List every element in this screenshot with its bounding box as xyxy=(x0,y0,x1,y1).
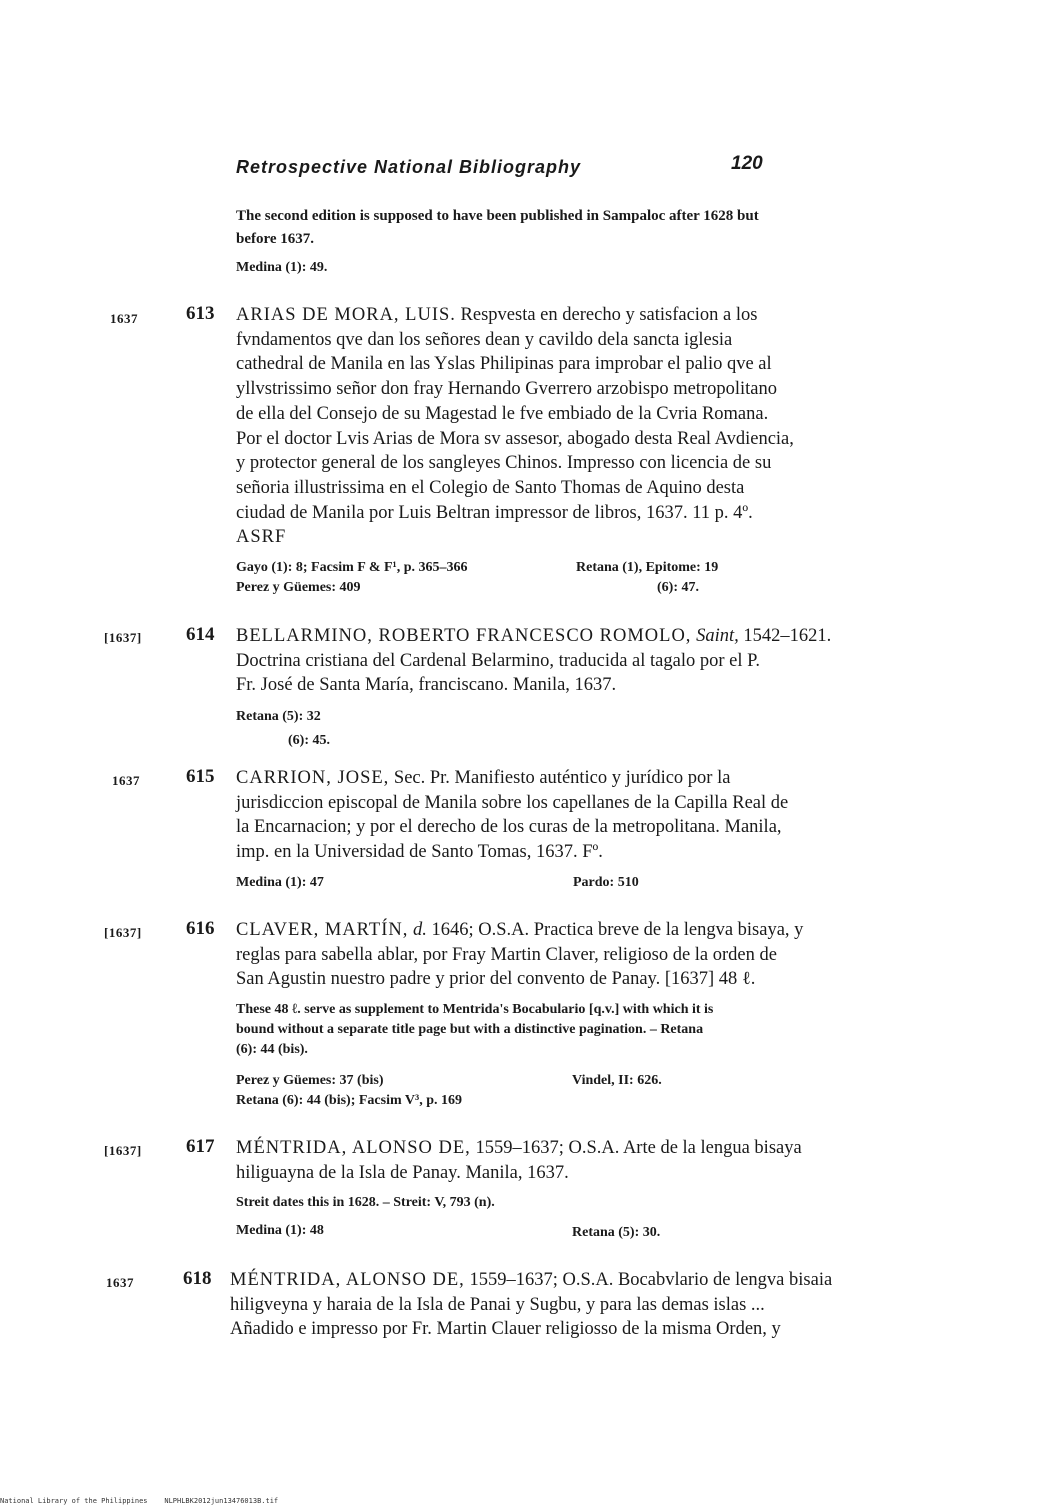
entry-body xyxy=(236,918,856,992)
entry-line: fvndamentos qve dan los señores dean y cavildo dela sancta iglesia xyxy=(236,329,733,350)
entry-author: MÉNTRIDA, ALONSO DE, xyxy=(236,1138,471,1158)
entry-line: señoria illustrissima en el Colegio de Santo Thomas de Aquino desta xyxy=(236,477,745,498)
entry-reference: Perez y Güemes: 409 xyxy=(236,580,361,595)
entry-note xyxy=(236,1000,816,1060)
entry-number: 614 xyxy=(186,624,215,645)
entry-reference: (6): 45. xyxy=(288,733,330,748)
entry-author: ARIAS DE MORA, LUIS. xyxy=(236,305,456,325)
entry-year: 1637 xyxy=(110,311,138,326)
entry-reference: Retana (5): 30. xyxy=(572,1225,661,1240)
entry-reference: Retana (1), Epitome: 19 xyxy=(576,560,719,575)
entry-line: de ella del Consejo de su Magestad le fve embiado de la Cvria Romana. xyxy=(236,403,769,424)
entry-reference: Medina (1): 47 xyxy=(236,875,324,890)
running-title: Retrospective National Bibliography xyxy=(236,157,582,177)
entry-line: hiligveyna y haraia de la Isla de Panai y Sugbu, y para las demas islas ... xyxy=(230,1294,765,1315)
entry-reference: Retana (5): 32 xyxy=(236,709,321,724)
entry-line: imp. en la Universidad de Santo Tomas, 1637. Fº. xyxy=(236,842,603,863)
entry-line: cathedral de Manila en las Yslas Philipinas para improbar el palio qve al xyxy=(236,354,772,375)
page-number: 120 xyxy=(731,153,763,174)
entry-author: CLAVER, MARTÍN, xyxy=(236,920,409,940)
entry-body xyxy=(236,624,856,698)
entry-note-line: bound without a separate title page but with a distinctive pagination. – Retana xyxy=(236,1022,704,1037)
entry-reference: Medina (1): 48 xyxy=(236,1223,324,1238)
entry-line: Respvesta en derecho y satisfacion a los xyxy=(455,305,758,325)
entry-line: y protector general de los sangleyes Chinos. Impresso con licencia de su xyxy=(236,453,772,474)
entry-note-line: These 48 ℓ. serve as supplement to Mentrida's Bocabulario [q.v.] with which it is xyxy=(236,1002,714,1017)
entry-author: MÉNTRIDA, ALONSO DE, xyxy=(230,1270,465,1290)
entry-line: reglas para sabella ablar, por Fray Martin Claver, religioso de la orden de xyxy=(236,944,777,965)
entry-line: Por el doctor Lvis Arias de Mora sv assesor, abogado desta Real Avdiencia, xyxy=(236,428,794,449)
entry-year: [1637] xyxy=(104,1143,142,1158)
entry-line: San Agustin nuestro padre y prior del convento de Panay. [1637] 48 ℓ. xyxy=(236,969,756,990)
entry-year: [1637] xyxy=(104,925,142,940)
entry-note-line: (6): 44 (bis). xyxy=(236,1042,308,1057)
entry-number: 618 xyxy=(183,1268,212,1289)
entry-author-title: d. xyxy=(408,920,427,940)
entry-reference: Retana (6): 44 (bis); Facsim V³, p. 169 xyxy=(236,1093,462,1108)
entry-line: hiliguayna de la Isla de Panay. Manila, 1637. xyxy=(236,1162,569,1183)
entry-line: ciudad de Manila por Luis Beltran impressor de libros, 1637. 11 p. 4º. xyxy=(236,502,753,523)
entry-author: CARRION, JOSE, xyxy=(236,768,390,788)
entry-year: [1637] xyxy=(104,630,142,645)
entry-line: 1559–1637; O.S.A. Arte de la lengua bisaya xyxy=(470,1138,802,1158)
entry-number: 616 xyxy=(186,918,215,939)
entry-year: 1637 xyxy=(106,1275,134,1290)
entry-number: 617 xyxy=(186,1136,215,1157)
prev-entry-note-line-2: before 1637. xyxy=(236,231,315,247)
entry-line: 1646; O.S.A. Practica breve de la lengva bisaya, y xyxy=(426,920,804,940)
entry-body xyxy=(236,766,856,865)
entry-line: Añadido e impresso por Fr. Martin Clauer religiosso de la misma Orden, y xyxy=(230,1319,781,1340)
entry-line: la Encarnacion; y por el derecho de los curas de la metropolitana. Manila, xyxy=(236,817,782,838)
entry-reference: Vindel, II: 626. xyxy=(572,1073,662,1088)
entry-note-line: Streit dates this in 1628. – Streit: V, 793 (n). xyxy=(236,1195,495,1210)
entry-reference: Pardo: 510 xyxy=(573,875,639,890)
entry-reference: (6): 47. xyxy=(657,580,699,595)
entry-body xyxy=(230,1268,870,1342)
entry-line: 1542–1621. xyxy=(738,626,832,646)
entry-line: 1559–1637; O.S.A. Bocabvlario de lengva bisaia xyxy=(464,1270,833,1290)
entry-reference: Gayo (1): 8; Facsim F & F¹, p. 365–366 xyxy=(236,560,468,575)
scan-footer: National Library of the Philippines NLPHLBK2012jun13476013B.tif xyxy=(0,1497,279,1505)
entry-number: 613 xyxy=(186,303,215,324)
entry-line: Doctrina cristiana del Cardenal Belarmino, traducida al tagalo por el P. xyxy=(236,650,760,671)
entry-holding: ASRF xyxy=(236,527,287,548)
entry-reference: Perez y Güemes: 37 (bis) xyxy=(236,1073,384,1088)
entry-body xyxy=(236,1136,856,1185)
prev-entry-reference: Medina (1): 49. xyxy=(236,260,328,275)
entry-line: Sec. Pr. Manifiesto auténtico y jurídico por la xyxy=(389,768,731,788)
entry-line: jurisdiccion episcopal de Manila sobre los capellanes de la Capilla Real de xyxy=(236,792,789,813)
entry-line: Fr. José de Santa María, franciscano. Manila, 1637. xyxy=(236,675,617,696)
entry-author: BELLARMINO, ROBERTO FRANCESCO ROMOLO, xyxy=(236,626,692,646)
prev-entry-note-line-1: The second edition is supposed to have been published in Sampaloc after 1628 but xyxy=(236,208,759,224)
entry-number: 615 xyxy=(186,766,215,787)
entry-line: yllvstrissimo señor don fray Hernando Gverrero arzobispo metropolitano xyxy=(236,379,777,400)
entry-body xyxy=(236,303,856,550)
entry-year: 1637 xyxy=(112,773,140,788)
entry-author-title: Saint, xyxy=(691,626,739,646)
